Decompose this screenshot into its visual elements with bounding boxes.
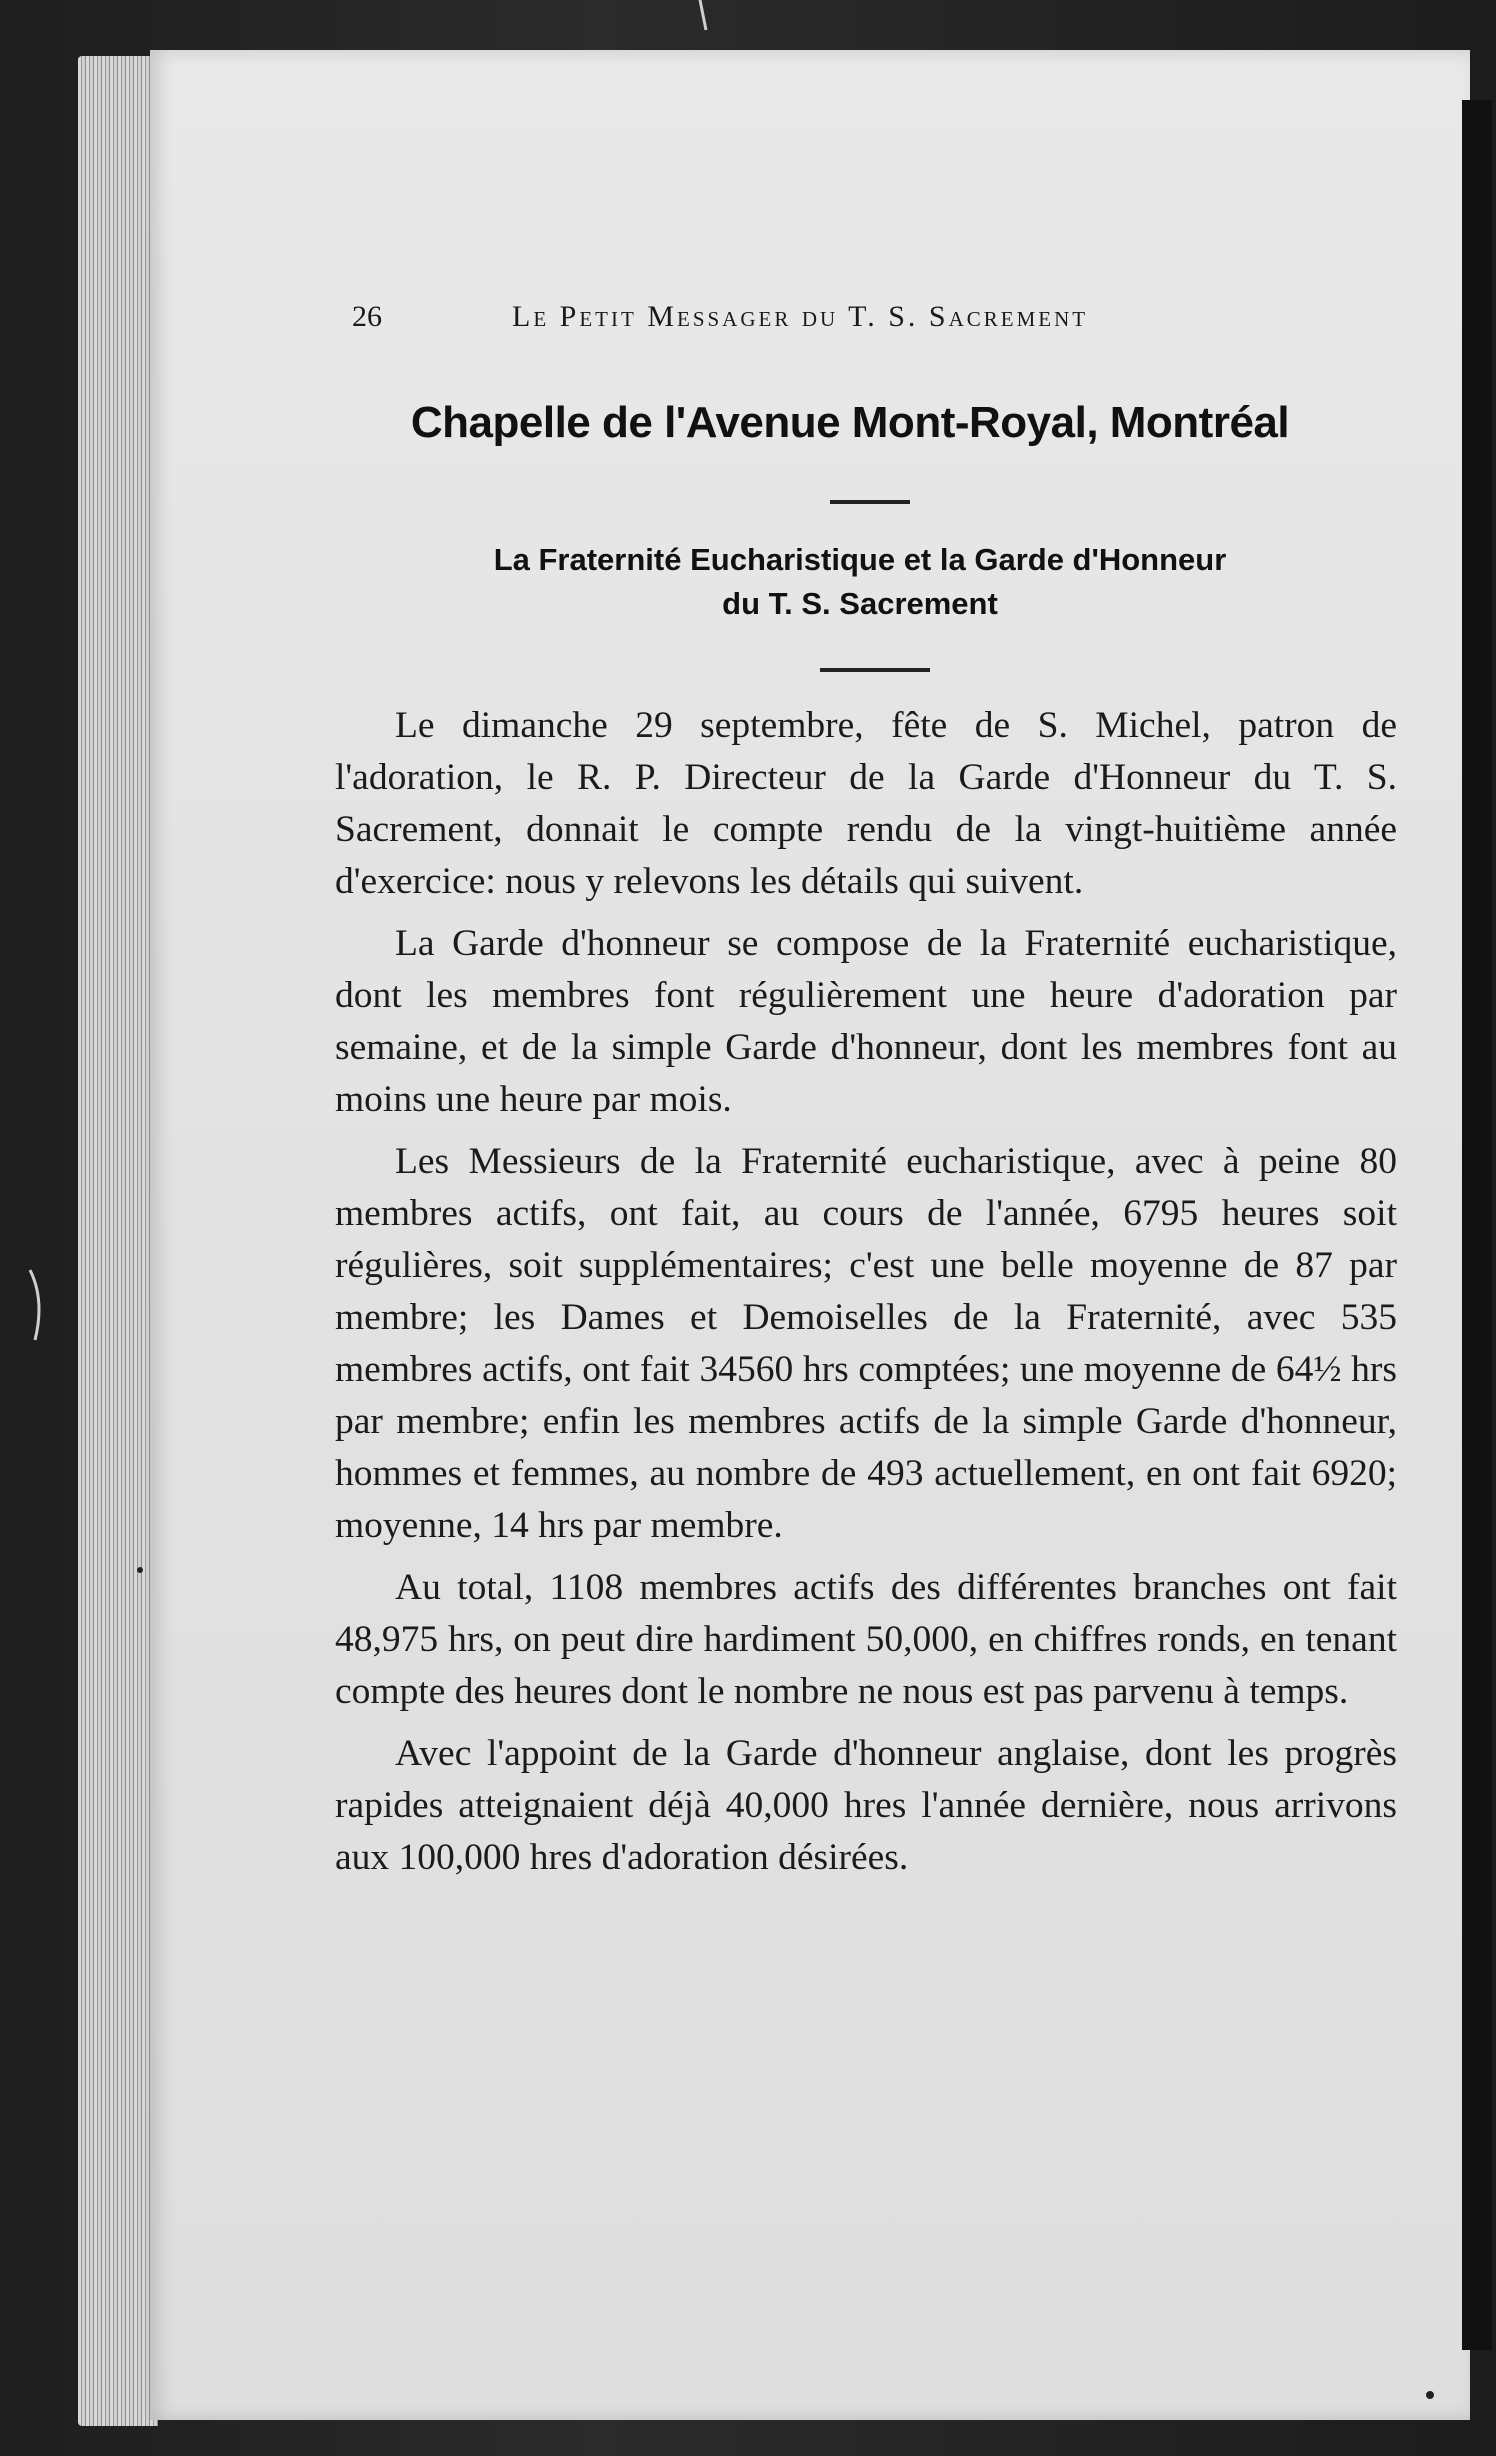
subtitle-line-1: La Fraternité Eucharistique et la Garde d'Honneur [493, 542, 1227, 577]
running-title: Le Petit Messager du T. S. Sacrement [512, 300, 1089, 333]
paragraph: Avec l'appoint de la Garde d'honneur anglaise, dont les progrès rapides atteignaient déjà 40,000 hres l'année dernière, nous arrivons aux 100,000 hres d'adoration désirées. [335, 1733, 1397, 1878]
subtitle-line-2: du T. S. Sacrement [722, 586, 998, 621]
paragraph: La Garde d'honneur se compose de la Fraternité eucharistique, dont les membres font régulièrement une heure d'adoration par semaine, et de la simple Garde d'honneur, dont les membres font au moins une heure par mois. [335, 923, 1397, 1120]
scan-artifact [30, 1270, 39, 1340]
article-title: Chapelle de l'Avenue Mont-Royal, Montréal [410, 398, 1290, 447]
page-number: 26 [352, 300, 382, 333]
scan-artifact [700, 0, 706, 30]
paragraph: Les Messieurs de la Fraternité eucharistique, avec à peine 80 membres actifs, ont fait, au cours de l'année, 6795 heures soit régulières, soit supplémentaires; c'est une belle moyenne de 87 par membre; les Dames et Demoiselles de la Fraternité, avec 535 membres actifs, ont fait 34560 hrs comptées; une moyenne de 64½ hrs par membre; enfin les membres actifs de la simple Garde d'honneur, hommes et femmes, au nombre de 493 actuellement, en ont fait 6920; moyenne, 14 hrs par membre. [335, 1141, 1397, 1546]
speck [1426, 2391, 1434, 2399]
paragraph: Le dimanche 29 septembre, fête de S. Michel, patron de l'adoration, le R. P. Directeur de la Garde d'Honneur du T. S. Sacrement, donnait le compte rendu de la vingt-huitième année d'exercice: nous y relevons les détails qui suivent. [335, 705, 1397, 902]
speck [137, 1567, 143, 1573]
paragraph: Au total, 1108 membres actifs des différentes branches ont fait 48,975 hrs, on peut dire hardiment 50,000, en chiffres ronds, en tenant compte des heures dont le nombre ne nous est pas parvenu à temps. [335, 1567, 1397, 1712]
